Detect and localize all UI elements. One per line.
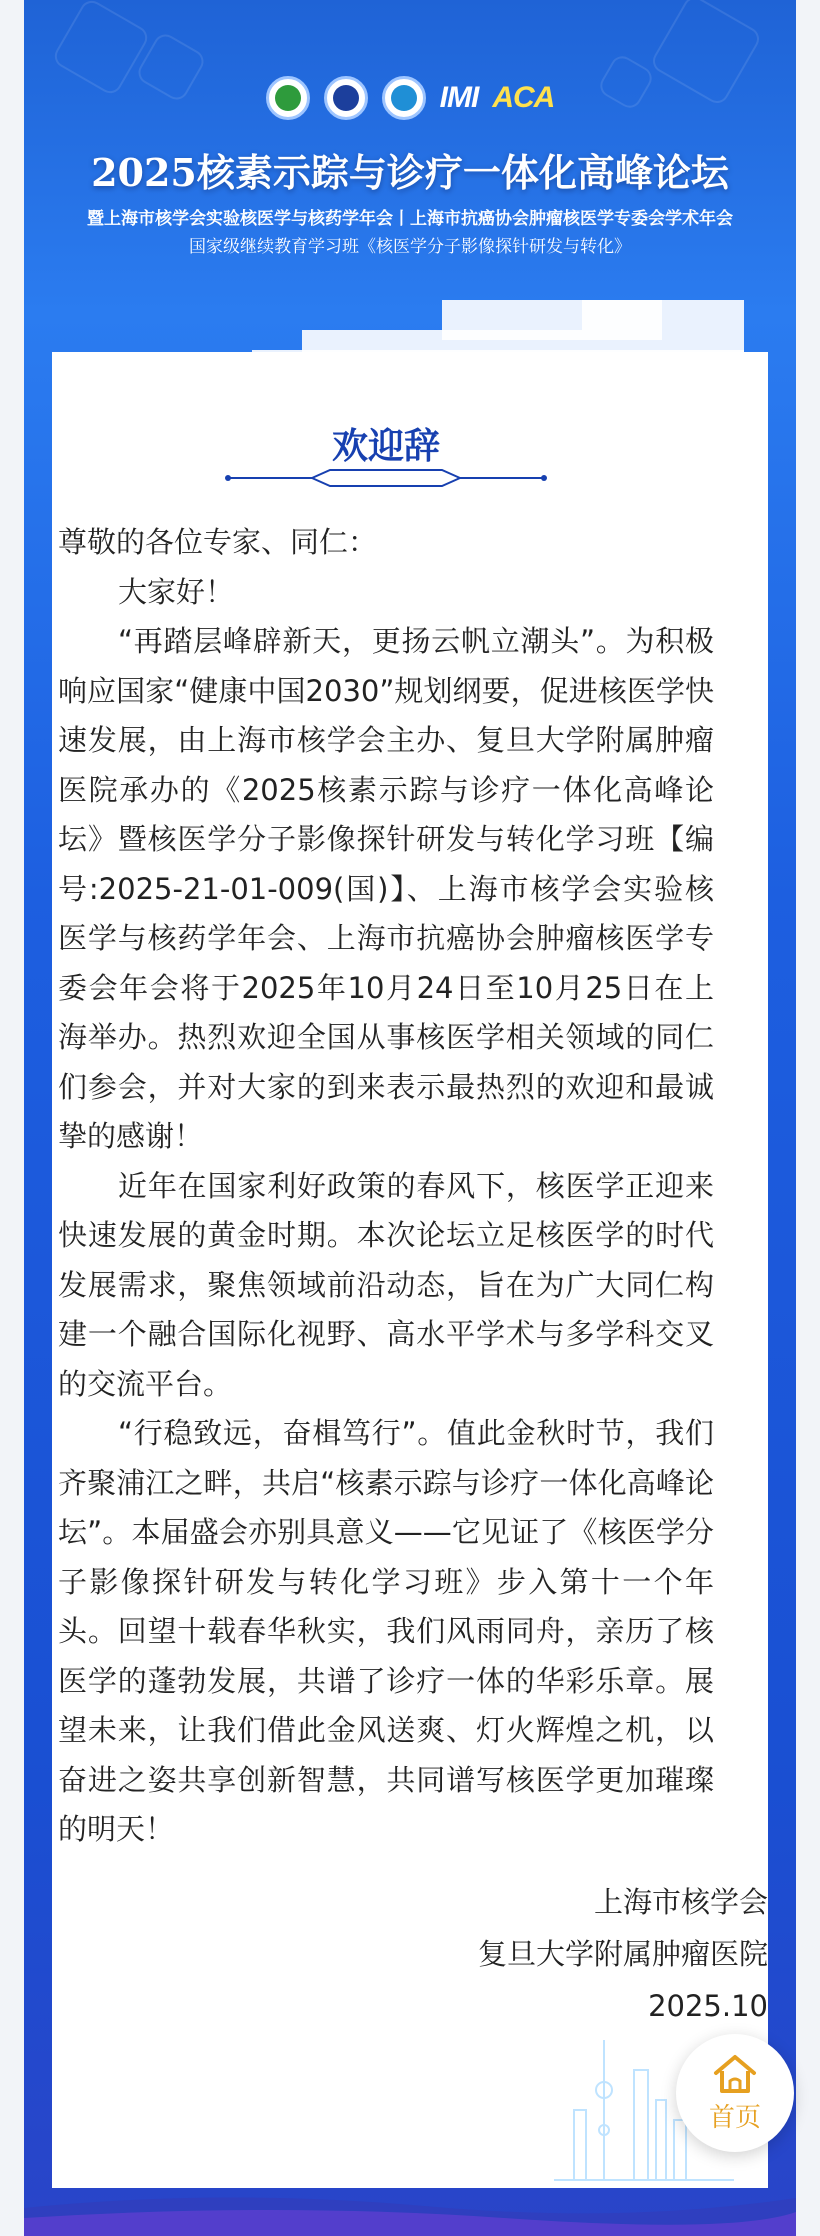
forum-title: 2025核素示踪与诊疗一体化高峰论坛 [91, 150, 729, 195]
left-margin [0, 0, 24, 2236]
greeting: 大家好！ [118, 574, 235, 609]
letter-date: 2025.10 [648, 1989, 768, 2023]
letter-paragraph: “再踏层峰辟新天，更扬云帆立潮头”。为积极响应国家“健康中国2030”规划纲要，促进核医学快速发展，由上海市核学会主办、复旦大学附属肿瘤医院承办的《2025核素示踪与诊疗一体化高峰论坛》暨核医学分子影像探针研发与转化学习班【编号:2025-21-01-009(国)】、上海市核学会实验核医学与核药学年会、上海市抗癌协会肿瘤核医学专委会年会将于2025年10月24日至10月25日在上海举办。热烈欢迎全国从事核医学相关领域的同仁们参会，并对大家的到来表示最热烈的欢迎和最诚挚的感谢！ [58, 624, 714, 1153]
imi-logo: IMI [439, 81, 479, 114]
letter-paragraph: “行稳致远，奋楫笃行”。值此金秋时节，我们齐聚浦江之畔，共启“核素示踪与诊疗一体化高峰论坛”。本届盛会亦别具意义——它见证了《核医学分子影像探针研发与转化学习班》步入第十一个年头。回望十载春华秋实，我们风雨同舟，亲历了核医学的蓬勃发展，共谱了诊疗一体的华彩乐章。展望未来，让我们借此金风送爽、灯火辉煌之机，以奋进之姿共享创新智慧，共同谱写核医学更加璀璨的明天！ [58, 1416, 714, 1846]
right-margin [796, 0, 820, 2236]
signature-org-1: 上海市核学会 [593, 1885, 768, 1919]
anticancer-association-icon [382, 76, 426, 120]
letter-paragraph: 近年在国家利好政策的春风下，核医学正迎来快速发展的黄金时期。本次论坛立足核医学的时代发展需求，聚焦领域前沿动态，旨在为广大同仁构建一个融合国际化视野、高水平学术与多学科交叉的交流平台。 [58, 1168, 714, 1401]
welcome-letter [58, 518, 714, 1855]
welcome-heading: 欢迎辞 [331, 426, 440, 467]
salutation: 尊敬的各位专家、同仁： [58, 525, 378, 559]
forum-course-title: 国家级继续教育学习班《核医学分子影像探针研发与转化》 [189, 237, 631, 257]
home-button-label: 首页 [708, 2102, 761, 2133]
home-button[interactable] [676, 2034, 794, 2152]
bottom-wave [24, 2188, 796, 2236]
society-emblem-icon [266, 76, 310, 120]
home-icon [712, 2053, 758, 2095]
aca-logo: ACA [492, 81, 555, 114]
sponsor-logos [24, 76, 796, 120]
forum-subtitle: 暨上海市核学会实验核医学与核药学年会丨上海市抗癌协会肿瘤核医学专委会学术年会 [87, 209, 733, 229]
heading-underline-decoration [222, 466, 550, 490]
hospital-emblem-icon [324, 76, 368, 120]
signature-org-2: 复旦大学附属肿瘤医院 [477, 1937, 768, 1971]
